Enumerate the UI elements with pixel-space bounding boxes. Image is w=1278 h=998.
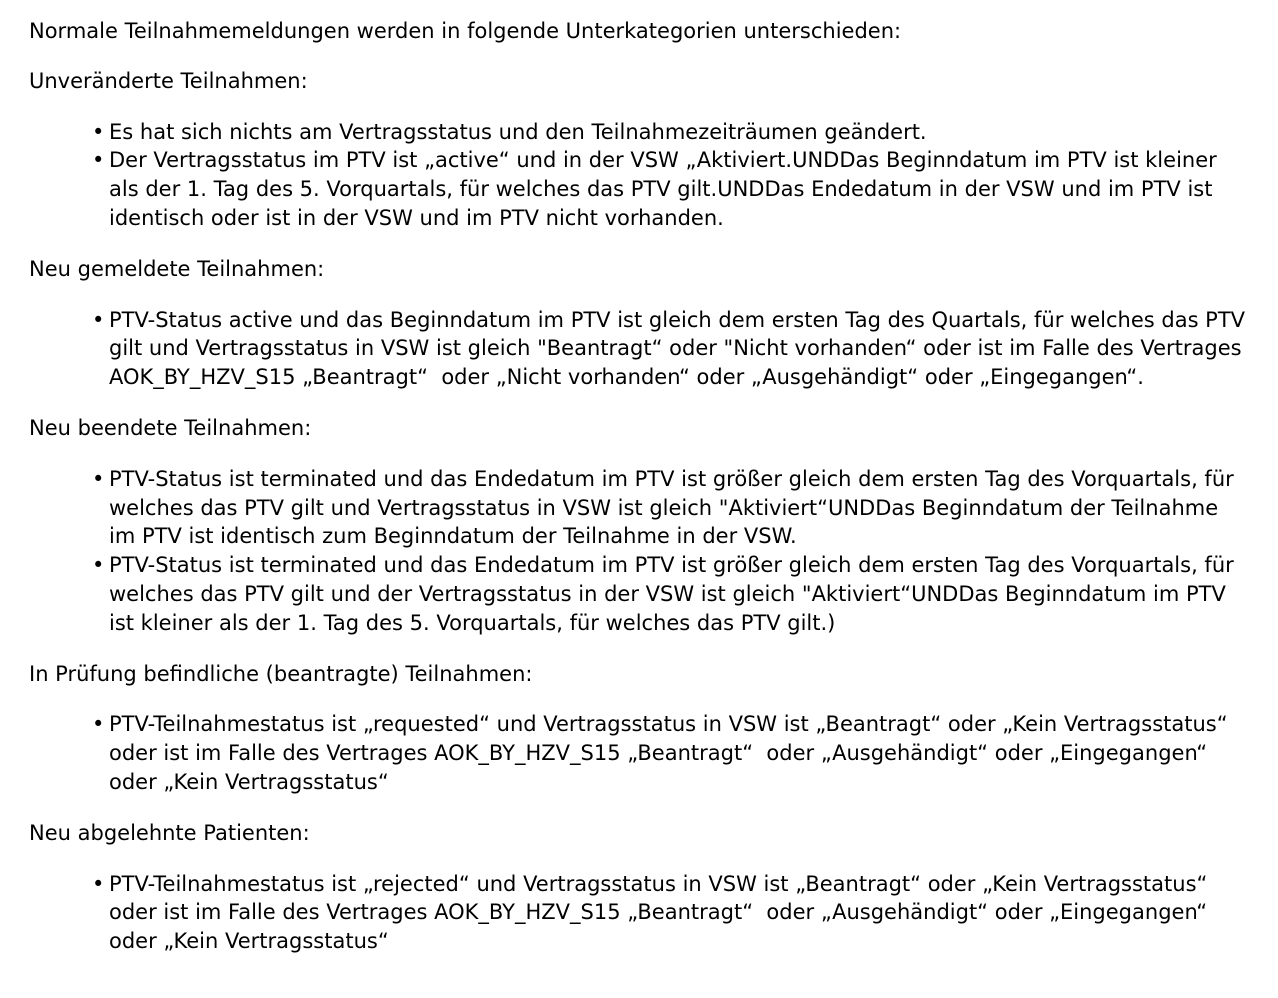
list-item-text: PTV-Teilnahmestatus ist „rejected“ und Vertragsstatus in VSW ist „Beantragt“ oder „Kein Vertragsstatus“ oder ist im Falle des Vertrages AOK_BY_HZV_S15 „Beantragt“ oder „Ausgehändigt“ oder „Eingegangen“ oder „Kein Vertragsstatus“	[109, 871, 1215, 954]
bullet-icon: •	[92, 712, 105, 737]
list-item-text: Der Vertragsstatus im PTV ist „active“ und in der VSW „Aktiviert.UNDDas Beginndatum im PTV ist kleiner als der 1. Tag des 5. Vorquartals, für welches das PTV gilt.UNDDas Endedatum in der VSW und im PTV ist identisch oder ist in der VSW und im PTV nicht vorhanden.	[109, 148, 1224, 230]
list-item-text: PTV-Status ist terminated und das Endedatum im PTV ist größer gleich dem ersten Tag des Vorquartals, für welches das PTV gilt und Vertragsstatus in VSW ist gleich "Aktiviert“UNDDas Beginndatum der Teilnahme im PTV ist identisch zum Beginndatum der Teilnahme in der VSW.	[109, 466, 1241, 549]
bullet-icon: •	[92, 553, 105, 578]
list-item	[92, 146, 1249, 232]
list-item	[92, 710, 1249, 796]
list-item-text: PTV-Teilnahmestatus ist „requested“ und Vertragsstatus in VSW ist „Beantragt“ oder „Kein Vertragsstatus“ oder ist im Falle des Vertrages AOK_BY_HZV_S15 „Beantragt“ oder „Ausgehändigt“ oder „Eingegangen“ oder „Kein Vertragsstatus“	[109, 712, 1235, 794]
list-item	[92, 306, 1252, 392]
list-item	[92, 870, 1249, 956]
section-unveraenderte	[29, 67, 1249, 233]
section-heading: Neu gemeldete Teilnahmen:	[29, 256, 325, 281]
list-item-text: PTV-Status ist terminated und das Endedatum im PTV ist größer gleich dem ersten Tag des Vorquartals, für welches das PTV gilt und der Vertragsstatus in der VSW ist gleich "Aktiviert“UNDDas Beginndatum im PTV ist kleiner als der 1. Tag des 5. Vorquartals, für welches das PTV gilt.)	[109, 553, 1241, 635]
section-in-pruefung	[29, 660, 1249, 797]
bullet-list	[29, 118, 1249, 233]
intro-text: Normale Teilnahmemeldungen werden in folgende Unterkategorien unterschieden:	[29, 19, 902, 43]
section-neu-gemeldete	[29, 255, 1252, 392]
bullet-icon: •	[92, 871, 105, 896]
section-neu-beendete	[29, 414, 1249, 638]
bullet-list	[29, 306, 1252, 392]
section-heading: Unveränderte Teilnahmen:	[29, 68, 308, 93]
bullet-icon: •	[92, 466, 105, 491]
list-item-text: Es hat sich nichts am Vertragsstatus und den Teilnahmezeiträumen geändert.	[109, 119, 927, 144]
bullet-icon: •	[92, 148, 105, 173]
bullet-list	[29, 465, 1249, 638]
bullet-icon: •	[92, 119, 105, 144]
section-heading: In Prüfung befindliche (beantragte) Teilnahmen:	[29, 661, 533, 686]
bullet-icon: •	[92, 307, 105, 332]
bullet-list	[29, 870, 1249, 956]
list-item-text: PTV-Status active und das Beginndatum im PTV ist gleich dem ersten Tag des Quartals, für welches das PTV gilt und Vertragsstatus in VSW ist gleich "Beantragt“ oder "Nicht vorhanden“ oder ist im Falle des Vertrages AOK_BY_HZV_S15 „Beantragt“ oder „Nicht vorhanden“ oder „Ausgehändigt“ oder „Eingegangen“.	[109, 307, 1252, 390]
list-item	[92, 465, 1249, 551]
section-neu-abgelehnte	[29, 819, 1249, 956]
section-heading: Neu abgelehnte Patienten:	[29, 820, 310, 845]
list-item	[92, 118, 1249, 147]
list-item	[92, 551, 1249, 637]
section-heading: Neu beendete Teilnahmen:	[29, 415, 312, 440]
bullet-list	[29, 710, 1249, 796]
